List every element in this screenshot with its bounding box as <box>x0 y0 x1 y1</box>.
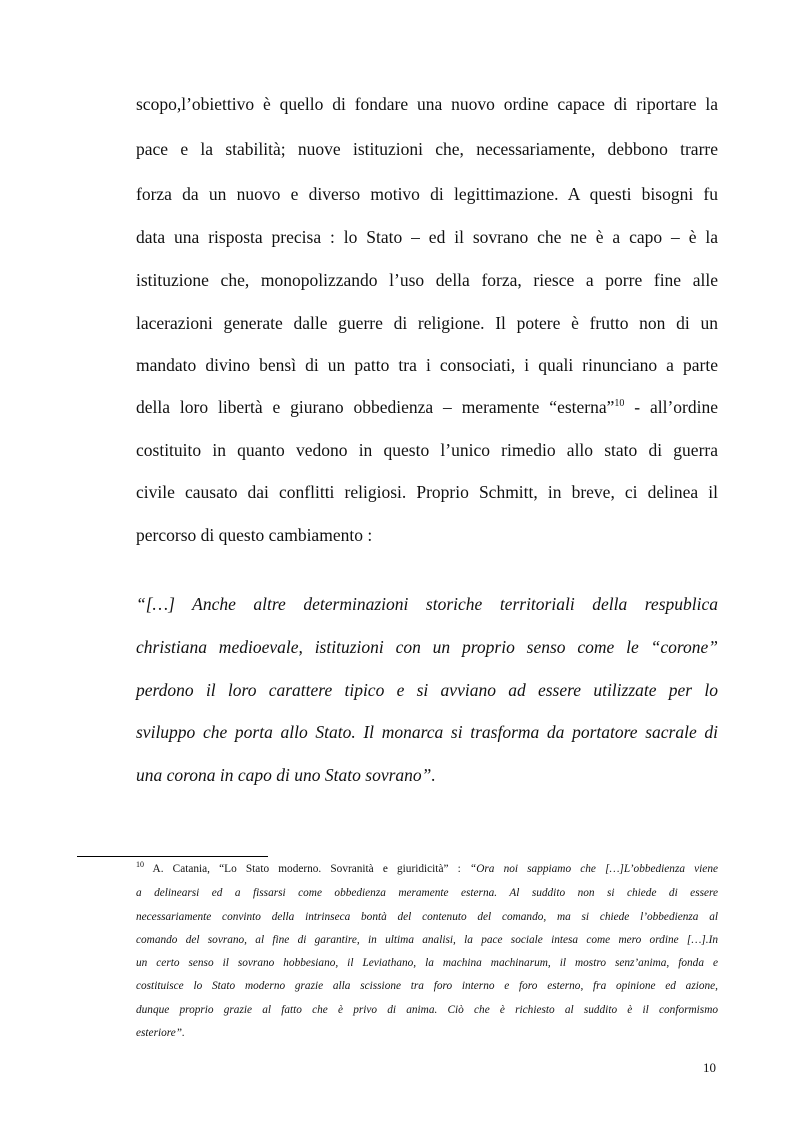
footnote-line-first <box>136 860 718 875</box>
footnote-line: necessariamente convinto della intrinseca bontà del contenuto del comando, ma si chiede l’obbedienza al <box>136 911 718 923</box>
body-line: costituito in quanto vedono in questo l’unico rimedio allo stato di guerra <box>136 440 718 460</box>
quote-line: una corona in capo di uno Stato sovrano”. <box>136 765 436 785</box>
footnote-line: a delinearsi ed a fissarsi come obbedienza meramente esterna. Al suddito non si chiede di essere <box>136 887 718 899</box>
footnote-source: A. Catania, “Lo Stato moderno. Sovranità e giuridicità” : <box>144 863 470 875</box>
footnote-number: 10 <box>136 860 144 869</box>
body-line-with-footnote-ref <box>136 397 718 418</box>
footnote-line: costituisce lo Stato moderno grazie alla scissione tra foro interno e foro esterno, fra opinione ed azione, <box>136 980 718 992</box>
body-line: lacerazioni generate dalle guerre di religione. Il potere è frutto non di un <box>136 313 718 333</box>
footnote-separator <box>77 856 268 857</box>
body-line: pace e la stabilità; nuove istituzioni che, necessariamente, debbono trarre <box>136 139 718 159</box>
footnote-line: esteriore”. <box>136 1027 185 1039</box>
body-line: mandato divino bensì di un patto tra i consociati, i quali rinunciano a parte <box>136 355 718 375</box>
quote-line: perdono il loro carattere tipico e si avviano ad essere utilizzate per lo <box>136 680 718 700</box>
footnote-ref-10[interactable]: 10 <box>614 398 625 409</box>
page-number: 10 <box>703 1060 716 1075</box>
body-line-text: - all’ordine <box>624 397 718 417</box>
body-line: forza da un nuovo e diverso motivo di legittimazione. A questi bisogni fu <box>136 184 718 204</box>
body-line: istituzione che, monopolizzando l’uso della forza, riesce a porre fine alle <box>136 270 718 290</box>
quote-line: sviluppo che porta allo Stato. Il monarca si trasforma da portatore sacrale di <box>136 722 718 742</box>
body-line-text: della loro libertà e giurano obbedienza – meramente “esterna” <box>136 397 615 417</box>
footnote-line: comando del sovrano, al fine di garantire, in ultima analisi, la pace sociale intesa come mero ordine […].In <box>136 934 718 946</box>
body-line: civile causato dai conflitti religiosi. Proprio Schmitt, in breve, ci delinea il <box>136 482 718 502</box>
body-line: data una risposta precisa : lo Stato – ed il sovrano che ne è a capo – è la <box>136 227 718 247</box>
body-line: scopo,l’obiettivo è quello di fondare una nuovo ordine capace di riportare la <box>136 94 718 114</box>
footnote-quote-start: “Ora noi sappiamo che […]L’obbedienza viene <box>469 863 718 875</box>
body-line: percorso di questo cambiamento : <box>136 525 373 545</box>
footnote-line: un certo senso il sovrano hobbesiano, il Leviathano, la machina machinarum, il mostro senz’anima, fonda e <box>136 957 718 969</box>
quote-line: “[…] Anche altre determinazioni storiche territoriali della respublica <box>136 594 718 614</box>
quote-line: christiana medioevale, istituzioni con un proprio senso come le “corone” <box>136 637 718 657</box>
footnote-line: dunque proprio grazie al fatto che è privo di anima. Ciò che è richiesto al suddito è il conformismo <box>136 1004 718 1016</box>
